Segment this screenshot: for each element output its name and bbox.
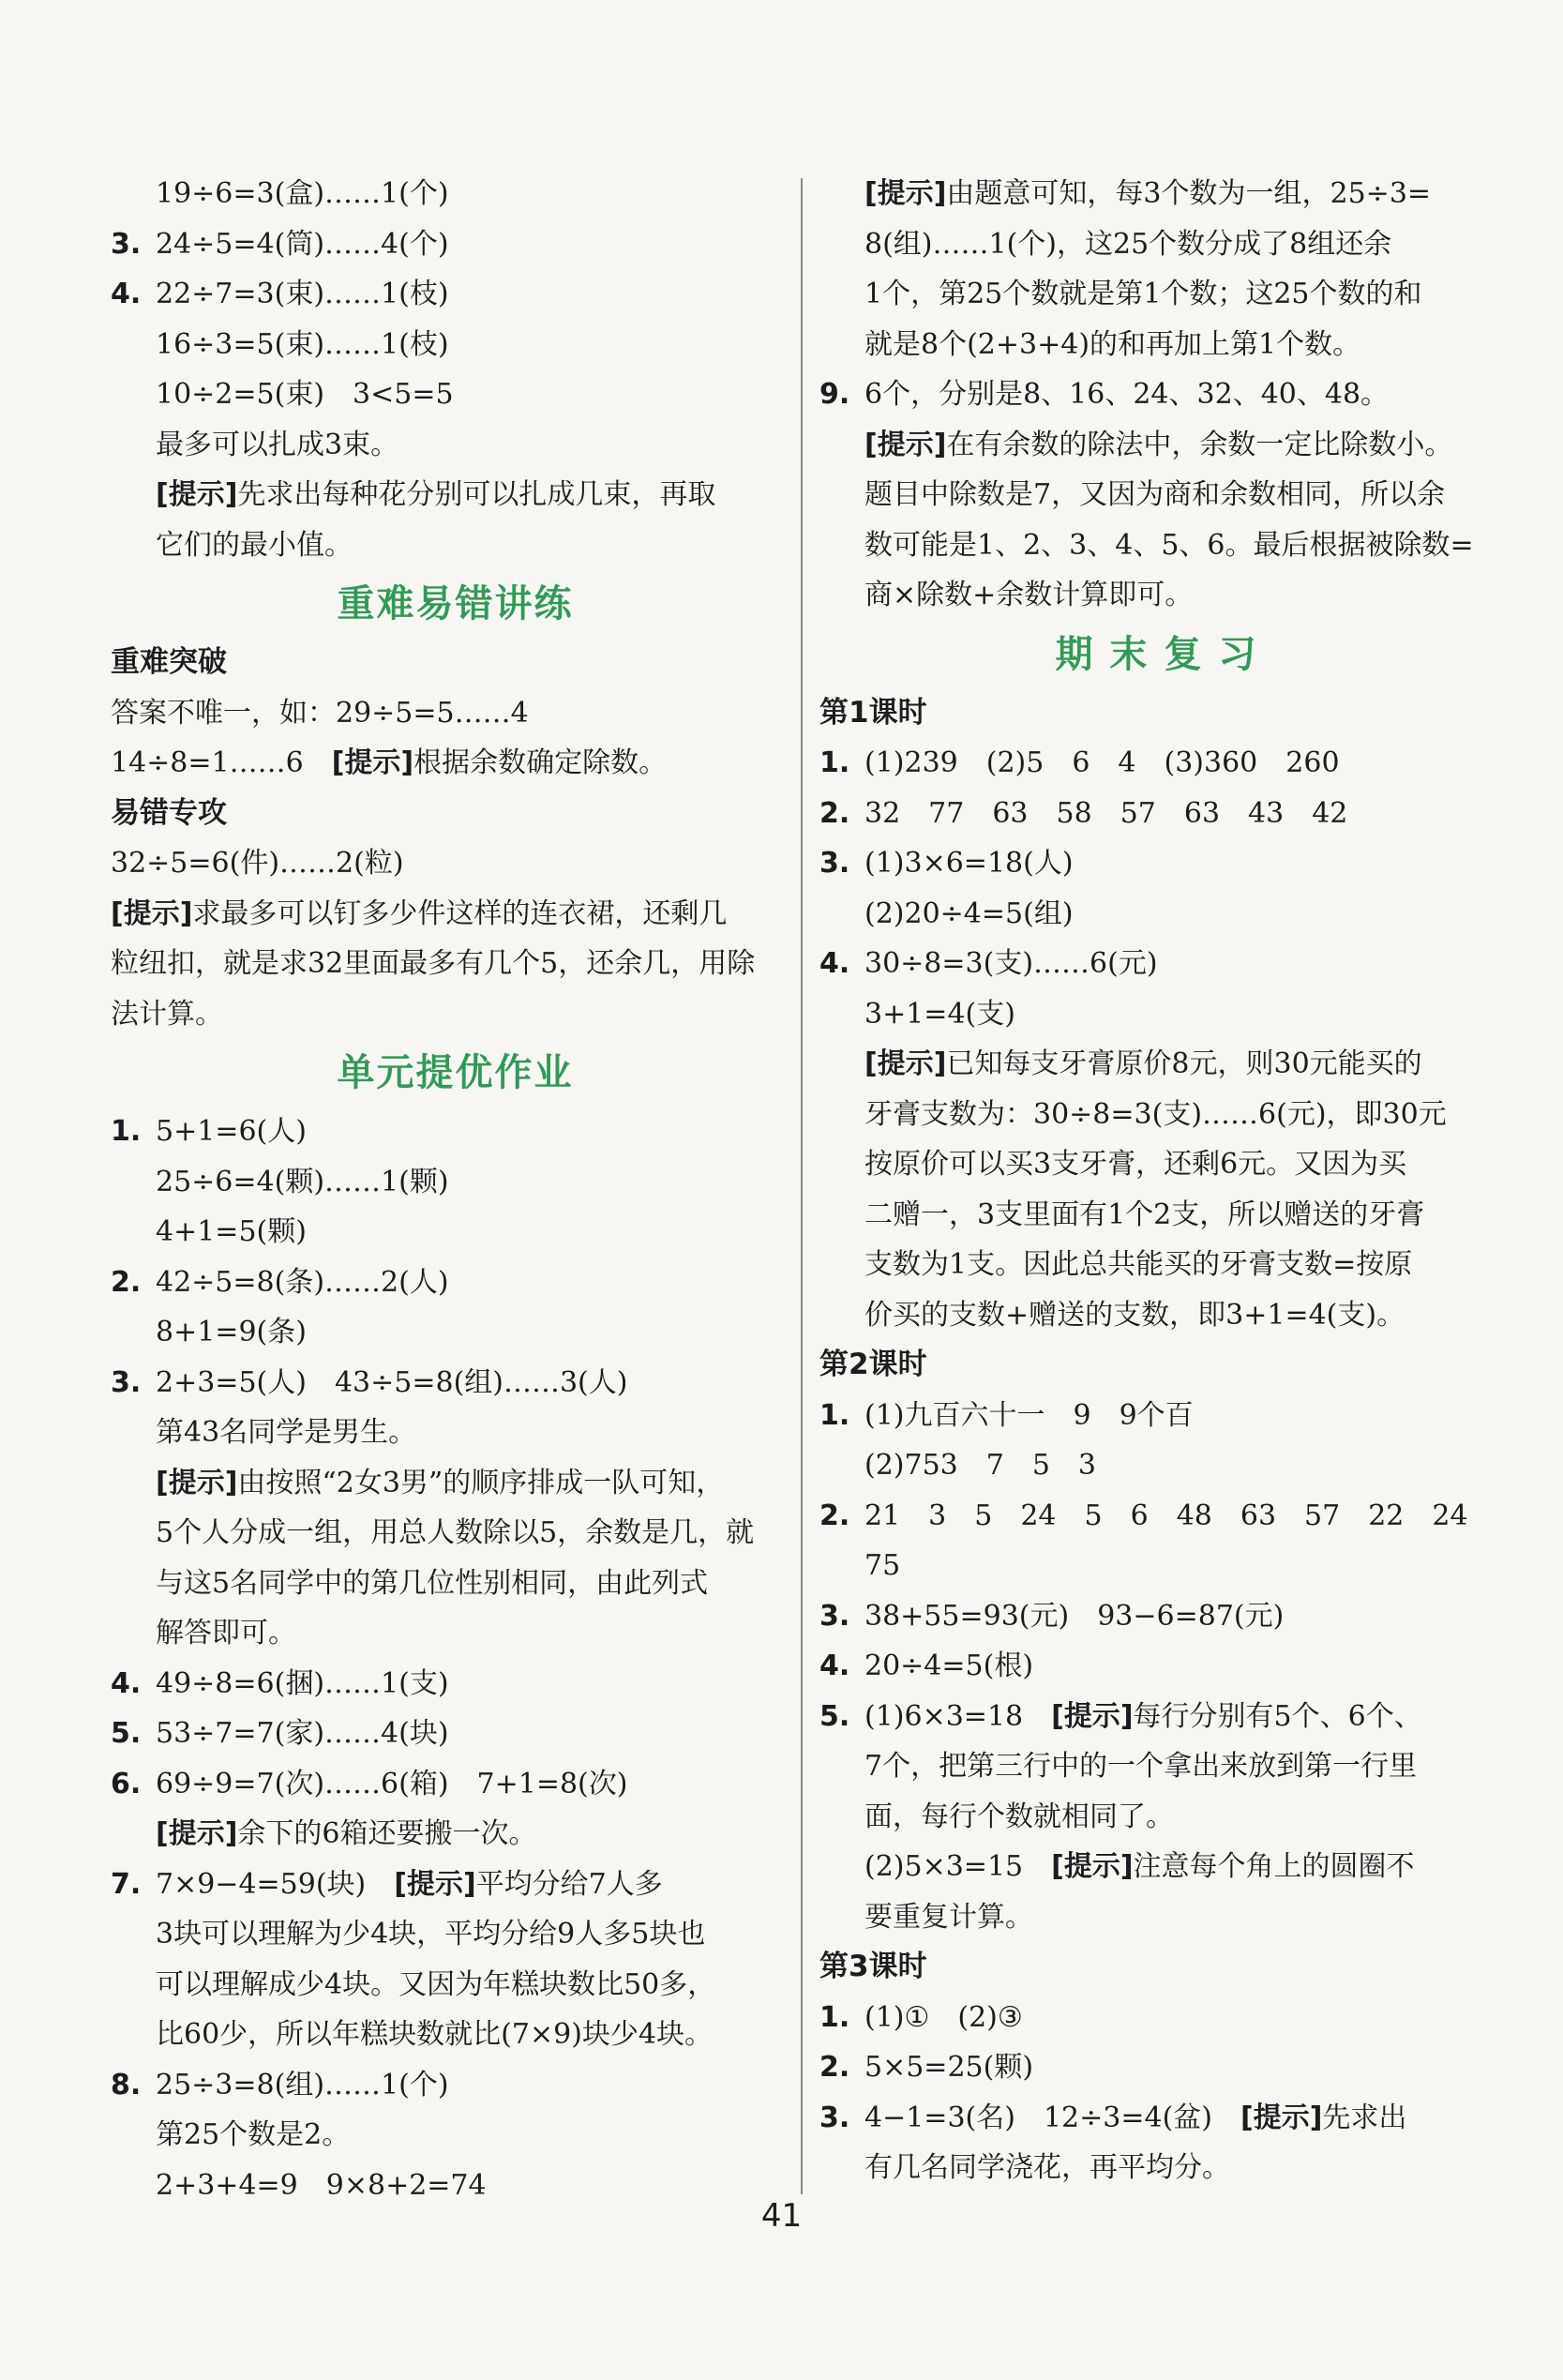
answer-text: 最多可以扎成3束。 bbox=[156, 428, 399, 461]
answer-line bbox=[819, 1391, 1509, 1441]
answer-line bbox=[111, 169, 800, 219]
answer-line bbox=[111, 269, 800, 320]
answer-text: 按原价可以买3支牙膏，还剩6元。又因为买 bbox=[864, 1148, 1407, 1181]
answer-text: 22÷7=3(束)……1(枝) bbox=[156, 278, 449, 310]
answer-line bbox=[111, 1408, 800, 1458]
question-number: 3. bbox=[819, 847, 850, 880]
answer-line bbox=[819, 989, 1509, 1040]
answer-line bbox=[819, 1641, 1509, 1692]
answer-text: 32÷5=6(件)……2(粒) bbox=[111, 847, 404, 880]
answer-text: 49÷8=6(捆)……1(支) bbox=[156, 1666, 449, 1700]
answer-line bbox=[819, 1541, 1509, 1591]
answer-text: 24÷5=4(筒)……4(个) bbox=[156, 227, 449, 261]
answer-text: 商×除数+余数计算即可。 bbox=[864, 579, 1194, 611]
answer-text: 1个，第25个数就是第1个数；这25个数的和 bbox=[864, 278, 1422, 310]
answer-line bbox=[819, 838, 1509, 889]
answer-line bbox=[111, 1709, 800, 1759]
hint-label: [提示] bbox=[1240, 2101, 1323, 2134]
answer-text: 4+1=5(颗) bbox=[156, 1215, 307, 1248]
answer-line bbox=[819, 1993, 1509, 2043]
answer-line bbox=[111, 219, 800, 270]
answer-text: 要重复计算。 bbox=[864, 1900, 1033, 1934]
answer-text: 19÷6=3(盒)……1(个) bbox=[156, 177, 449, 210]
answer-text: 粒纽扣，就是求32里面最多有几个5，还余几，用除 bbox=[111, 947, 756, 980]
hint-label: [提示] bbox=[156, 1817, 238, 1850]
answer-text: 牙膏支数为：30÷8=3(支)……6(元)，即30元 bbox=[864, 1097, 1447, 1131]
answer-line bbox=[111, 520, 800, 571]
answer-text: 由题意可知，每3个数为一组，25÷3= bbox=[946, 177, 1432, 210]
answer-line bbox=[111, 1358, 800, 1408]
answer-line bbox=[111, 320, 800, 370]
question-number: 3. bbox=[111, 1365, 142, 1399]
answer-text: 16÷3=5(束)……1(枝) bbox=[156, 327, 449, 361]
answer-text: 21 3 5 24 5 6 48 63 57 22 24 bbox=[864, 1499, 1468, 1532]
answer-text: (1)3×6=18(人) bbox=[864, 847, 1074, 880]
answer-line bbox=[819, 219, 1509, 270]
answer-text: 比60少，所以年糕块数就比(7×9)块少4块。 bbox=[156, 2018, 713, 2051]
answer-text: 53÷7=7(家)……4(块) bbox=[156, 1717, 449, 1750]
answer-text: 可以理解成少4块。又因为年糕块数比50多， bbox=[156, 1967, 716, 2001]
answer-line bbox=[111, 1458, 800, 1509]
answer-line bbox=[111, 939, 800, 989]
hint-label: [提示] bbox=[1051, 1850, 1134, 1883]
answer-line bbox=[819, 1240, 1509, 1290]
hint-text: 先求出 bbox=[1322, 2101, 1407, 2134]
answer-line bbox=[111, 1107, 800, 1157]
answer-line bbox=[819, 1692, 1509, 1742]
answer-text: 求最多可以钉多少件这样的连衣裙，还剩几 bbox=[192, 896, 728, 930]
answer-line bbox=[111, 2010, 800, 2060]
question-number: 3. bbox=[111, 227, 142, 261]
answer-text: 3块可以理解为少4块，平均分给9人多5块也 bbox=[156, 1918, 706, 1951]
answer-line bbox=[111, 369, 800, 420]
answer-line bbox=[111, 2110, 800, 2161]
answer-line bbox=[819, 1892, 1509, 1943]
hint-label: [提示] bbox=[331, 746, 414, 779]
subsection-title bbox=[819, 1340, 1509, 1391]
answer-line bbox=[819, 738, 1509, 789]
answer-line bbox=[111, 1759, 800, 1810]
answer-text: 2+3+4=9 9×8+2=74 bbox=[156, 2168, 487, 2202]
answer-text: 先求出每种花分别可以扎成几束，再取 bbox=[237, 478, 716, 511]
question-number: 1. bbox=[819, 1398, 850, 1432]
answer-text: 第43名同学是男生。 bbox=[156, 1416, 417, 1449]
hint-label: [提示] bbox=[156, 478, 238, 511]
column-divider bbox=[801, 178, 803, 2194]
question-number: 2. bbox=[819, 2051, 850, 2084]
answer-line bbox=[819, 1591, 1509, 1642]
answer-text: 32 77 63 58 57 63 43 42 bbox=[864, 796, 1348, 830]
question-number: 2. bbox=[111, 1265, 142, 1299]
answer-line bbox=[819, 570, 1509, 621]
answer-text: 与这5名同学中的第几位性别相同，由此列式 bbox=[156, 1566, 709, 1600]
answer-line bbox=[111, 1207, 800, 1258]
answer-line bbox=[111, 420, 800, 471]
answer-line bbox=[819, 420, 1509, 471]
answer-text: 已知每支牙膏原价8元，则30元能买的 bbox=[946, 1047, 1422, 1080]
hint-label: [提示] bbox=[156, 1466, 238, 1499]
subsection-label: 易错专攻 bbox=[111, 795, 227, 830]
question-number: 4. bbox=[819, 1649, 850, 1682]
subsection-label: 第1课时 bbox=[819, 695, 927, 730]
answer-text: 30÷8=3(支)……6(元) bbox=[864, 947, 1158, 980]
answer-line bbox=[111, 1157, 800, 1208]
answer-text: 由按照“2女3男”的顺序排成一队可知， bbox=[237, 1466, 725, 1499]
answer-text: (1)① (2)③ bbox=[864, 2000, 1023, 2034]
answer-line bbox=[819, 1090, 1509, 1140]
answer-text: (1)6×3=18 bbox=[864, 1699, 1052, 1733]
answer-line bbox=[111, 1809, 800, 1860]
answer-text: 就是8个(2+3+4)的和再加上第1个数。 bbox=[864, 327, 1361, 361]
answer-line bbox=[819, 939, 1509, 989]
answer-text: (2)5×3=15 bbox=[864, 1850, 1052, 1883]
answer-line bbox=[819, 1190, 1509, 1241]
answer-line bbox=[111, 1659, 800, 1710]
answer-text: 在有余数的除法中，余数一定比除数小。 bbox=[946, 428, 1453, 461]
answer-text: 3+1=4(支) bbox=[864, 997, 1015, 1031]
answer-text: 5+1=6(人) bbox=[156, 1115, 307, 1148]
answer-text: 解答即可。 bbox=[156, 1617, 296, 1649]
hint-label: [提示] bbox=[864, 1047, 947, 1080]
answer-text: 答案不唯一，如：29÷5=5……4 bbox=[111, 696, 529, 730]
answer-text: 8+1=9(条) bbox=[156, 1316, 307, 1348]
answer-line bbox=[819, 1491, 1509, 1542]
answer-line bbox=[819, 369, 1509, 420]
answer-text: (1)239 (2)5 6 4 (3)360 260 bbox=[864, 746, 1340, 779]
question-number: 5. bbox=[111, 1717, 142, 1750]
answer-line bbox=[819, 1039, 1509, 1090]
hint-text: 每行分别有5个、6个、 bbox=[1133, 1699, 1422, 1733]
answer-line bbox=[819, 169, 1509, 219]
answer-line bbox=[819, 520, 1509, 571]
answer-text: 6个，分别是8、16、24、32、40、48。 bbox=[864, 378, 1390, 411]
hint-text: 根据余数确定除数。 bbox=[413, 746, 668, 779]
answer-text: 法计算。 bbox=[111, 997, 223, 1031]
answer-line bbox=[819, 1440, 1509, 1491]
subsection-title bbox=[111, 638, 800, 688]
page-number: 41 bbox=[760, 2197, 803, 2235]
question-number: 1. bbox=[111, 1115, 142, 1148]
answer-line bbox=[819, 1139, 1509, 1190]
answer-text: 面，每行个数就相同了。 bbox=[864, 1800, 1174, 1833]
question-number: 2. bbox=[819, 796, 850, 830]
answer-line bbox=[819, 269, 1509, 320]
answer-line bbox=[111, 1307, 800, 1358]
answer-line bbox=[111, 1860, 800, 1910]
answer-line bbox=[111, 889, 800, 940]
answer-text: (2)20÷4=5(组) bbox=[864, 896, 1074, 930]
answer-line bbox=[819, 1741, 1509, 1792]
answer-line bbox=[111, 1258, 800, 1308]
answer-text: 38+55=93(元) 93−6=87(元) bbox=[864, 1599, 1285, 1633]
subsection-label: 第3课时 bbox=[819, 1950, 927, 1983]
question-number: 4. bbox=[111, 1666, 142, 1700]
hint-text: 平均分给7人多 bbox=[475, 1867, 663, 1901]
answer-line bbox=[111, 1608, 800, 1659]
answer-line bbox=[111, 738, 800, 789]
answer-text: 二赠一，3支里面有1个2支，所以赠送的牙膏 bbox=[864, 1198, 1425, 1231]
answer-text: 它们的最小值。 bbox=[156, 528, 353, 562]
hint-label: [提示] bbox=[864, 428, 947, 461]
answer-line bbox=[111, 1508, 800, 1559]
answer-text: 25÷6=4(颗)……1(颗) bbox=[156, 1165, 449, 1198]
hint-label: [提示] bbox=[1051, 1699, 1134, 1733]
answer-text: 5个人分成一组，用总人数除以5，余数是几，就 bbox=[156, 1516, 755, 1549]
answer-text: 14÷8=1……6 bbox=[111, 746, 332, 779]
hint-label: [提示] bbox=[394, 1867, 476, 1901]
answer-text: 数可能是1、2、3、4、5、6。最后根据被除数= bbox=[864, 528, 1474, 562]
question-number: 9. bbox=[819, 378, 850, 411]
question-number: 2. bbox=[819, 1499, 850, 1532]
answer-line bbox=[819, 889, 1509, 940]
question-number: 7. bbox=[111, 1867, 142, 1901]
answer-text: 69÷9=7(次)……6(箱) 7+1=8(次) bbox=[156, 1767, 628, 1800]
question-number: 4. bbox=[111, 278, 142, 310]
answer-line bbox=[111, 1960, 800, 2011]
subsection-label: 第2课时 bbox=[819, 1348, 927, 1381]
question-number: 8. bbox=[111, 2068, 142, 2101]
left-column bbox=[111, 169, 800, 2210]
answer-line bbox=[111, 1559, 800, 1609]
question-number: 5. bbox=[819, 1699, 850, 1733]
answer-text: 7×9−4=59(块) bbox=[156, 1867, 395, 1901]
answer-text: 8(组)……1(个)，这25个数分成了8组还余 bbox=[864, 227, 1392, 261]
answer-text: (1)九百六十一 9 9个百 bbox=[864, 1398, 1194, 1432]
question-number: 3. bbox=[819, 2101, 850, 2134]
question-number: 3. bbox=[819, 1599, 850, 1633]
answer-text: 4−1=3(名) 12÷3=4(盆) bbox=[864, 2101, 1240, 2134]
answer-text: 75 bbox=[864, 1549, 901, 1582]
answer-text: 20÷4=5(根) bbox=[864, 1649, 1034, 1682]
answer-text: 25÷3=8(组)……1(个) bbox=[156, 2068, 449, 2101]
section-heading: 单元提优作业 bbox=[337, 1051, 574, 1094]
answer-text: 支数为1支。因此总共能买的牙膏支数=按原 bbox=[864, 1248, 1413, 1281]
subsection-title bbox=[819, 688, 1509, 739]
answer-text: 5×5=25(颗) bbox=[864, 2051, 1034, 2084]
section-heading: 重难易错讲练 bbox=[337, 582, 574, 625]
answer-line bbox=[111, 838, 800, 889]
answer-line bbox=[111, 1909, 800, 1960]
answer-line bbox=[819, 1792, 1509, 1843]
answer-line bbox=[819, 320, 1509, 370]
answer-line bbox=[819, 789, 1509, 839]
question-number: 4. bbox=[819, 947, 850, 980]
question-number: 1. bbox=[819, 746, 850, 779]
hint-label: [提示] bbox=[864, 177, 947, 210]
section-heading: 期末复习 bbox=[1055, 632, 1273, 676]
subsection-label: 重难突破 bbox=[111, 645, 227, 679]
answer-line bbox=[111, 470, 800, 520]
answer-line bbox=[819, 2042, 1509, 2093]
answer-line bbox=[819, 2143, 1509, 2193]
answer-line bbox=[819, 1290, 1509, 1341]
answer-text: 42÷5=8(条)……2(人) bbox=[156, 1265, 449, 1299]
hint-label: [提示] bbox=[111, 896, 193, 930]
answer-text: (2)753 7 5 3 bbox=[864, 1449, 1097, 1482]
right-column bbox=[819, 169, 1509, 2193]
subsection-title bbox=[111, 789, 800, 839]
answer-text: 10÷2=5(束) 3<5=5 bbox=[156, 378, 454, 411]
answer-text: 7个，把第三行中的一个拿出来放到第一行里 bbox=[864, 1750, 1418, 1783]
hint-text: 注意每个角上的圆圈不 bbox=[1133, 1850, 1415, 1883]
answer-line bbox=[819, 2093, 1509, 2144]
answer-line bbox=[111, 688, 800, 739]
answer-text: 第25个数是2。 bbox=[156, 2118, 351, 2151]
subsection-title bbox=[819, 1942, 1509, 1993]
question-number: 1. bbox=[819, 2000, 850, 2034]
answer-text: 题目中除数是7，又因为商和余数相同，所以余 bbox=[864, 478, 1446, 511]
answer-text: 有几名同学浇花，再平均分。 bbox=[864, 2151, 1230, 2184]
answer-line bbox=[819, 1842, 1509, 1892]
question-number: 6. bbox=[111, 1767, 142, 1800]
answer-line bbox=[819, 470, 1509, 520]
answer-text: 2+3=5(人) 43÷5=8(组)……3(人) bbox=[156, 1365, 628, 1399]
answer-line bbox=[111, 2060, 800, 2111]
answer-line bbox=[111, 989, 800, 1040]
answer-text: 余下的6箱还要搬一次。 bbox=[237, 1817, 537, 1850]
answer-text: 价买的支数+赠送的支数，即3+1=4(支)。 bbox=[864, 1298, 1405, 1332]
